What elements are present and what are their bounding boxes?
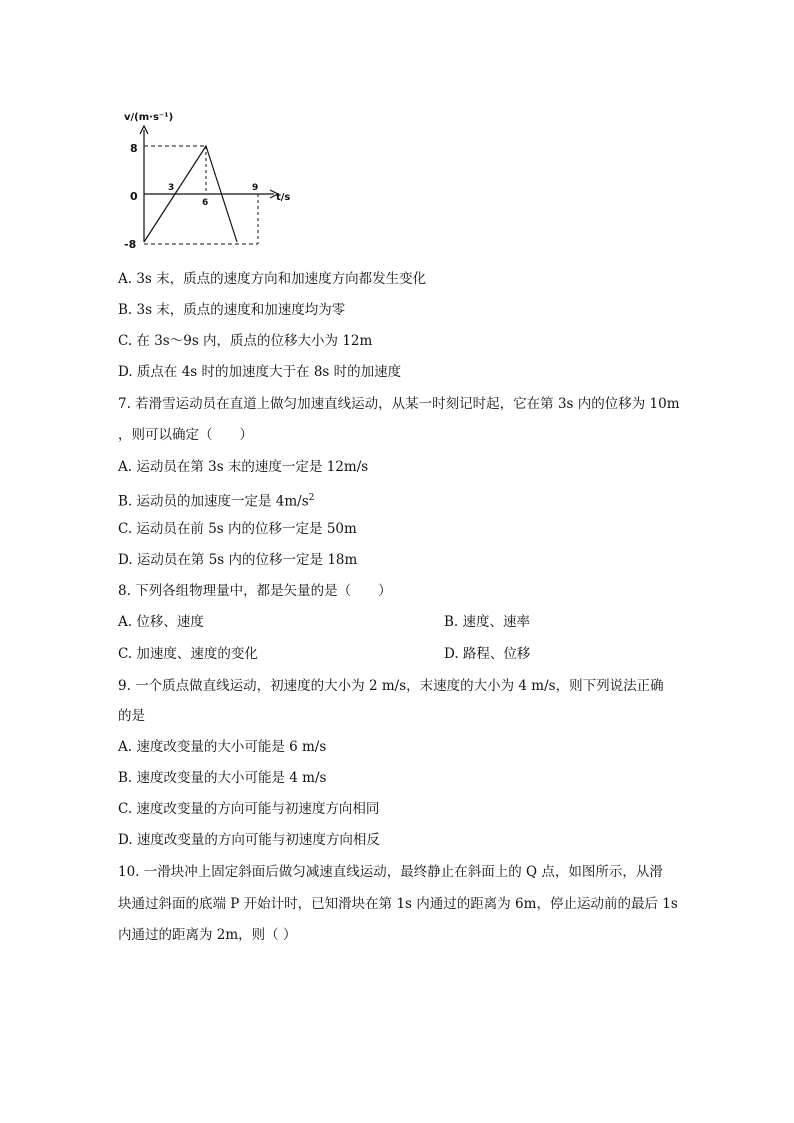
q7-option-b [118,489,314,511]
graph-x-axis-label: t/s [276,192,291,203]
q7-stem-line1: 7. 若滑雪运动员在直道上做匀加速直线运动，从某一时刻记时起，它在第 3s 内的位移为 10m [118,396,680,412]
y-tick-neg8: -8 [124,238,137,251]
q8-option-d: D. 路程、位移 [444,646,531,662]
q7-option-d: D. 运动员在第 5s 内的位移一定是 18m [118,552,358,568]
q8-option-b: B. 速度、速率 [444,614,531,630]
q10-stem-line2: 块通过斜面的底端 P 开始计时，已知滑块在第 1s 内通过的距离为 6m，停止运动前的最后 1s [118,896,678,912]
graph-y-axis-label: v/(m·s⁻¹) [124,112,174,123]
q10-stem-line1: 10. 一滑块冲上固定斜面后做匀减速直线运动，最终静止在斜面上的 Q 点，如图所示，从滑 [118,864,663,880]
q8-option-c: C. 加速度、速度的变化 [118,646,258,662]
q7-option-b-text: B. 运动员的加速度一定是 4m/s [118,493,309,510]
velocity-time-graph [118,104,308,254]
q7-option-c: C. 运动员在前 5s 内的位移一定是 50m [118,521,357,537]
y-tick-0: 0 [130,190,138,203]
q7-option-b-exponent: 2 [308,493,315,503]
q6-option-d: D. 质点在 4s 时的加速度大于在 8s 时的加速度 [118,364,402,380]
q8-option-a: A. 位移、速度 [118,614,204,630]
x-tick-6: 6 [202,198,209,208]
q9-option-a: A. 速度改变量的大小可能是 6 m/s [118,739,327,755]
q8-stem: 8. 下列各组物理量中，都是矢量的是（ ） [118,583,392,599]
q7-option-a: A. 运动员在第 3s 末的速度一定是 12m/s [118,459,369,475]
q7-stem-line2: ，则可以确定（ ） [118,427,253,443]
q9-option-b: B. 速度改变量的大小可能是 4 m/s [118,770,327,786]
q6-option-a: A. 3s 末，质点的速度方向和加速度方向都发生变化 [118,271,427,287]
q9-stem-line2: 的是 [118,708,145,724]
q9-option-d: D. 速度改变量的方向可能与初速度方向相反 [118,832,380,848]
x-tick-3: 3 [168,183,175,193]
q9-option-c: C. 速度改变量的方向可能与初速度方向相同 [118,801,380,817]
q6-option-c: C. 在 3s～9s 内，质点的位移大小为 12m [118,333,373,349]
q10-stem-line3: 内通过的距离为 2m，则（ ） [118,927,297,943]
x-tick-9: 9 [252,183,259,193]
q9-stem-line1: 9. 一个质点做直线运动，初速度的大小为 2 m/s，末速度的大小为 4 m/s，则下列说法正确 [118,678,664,694]
q6-option-b: B. 3s 末，质点的速度和加速度均为零 [118,302,346,318]
y-tick-8: 8 [130,142,138,155]
